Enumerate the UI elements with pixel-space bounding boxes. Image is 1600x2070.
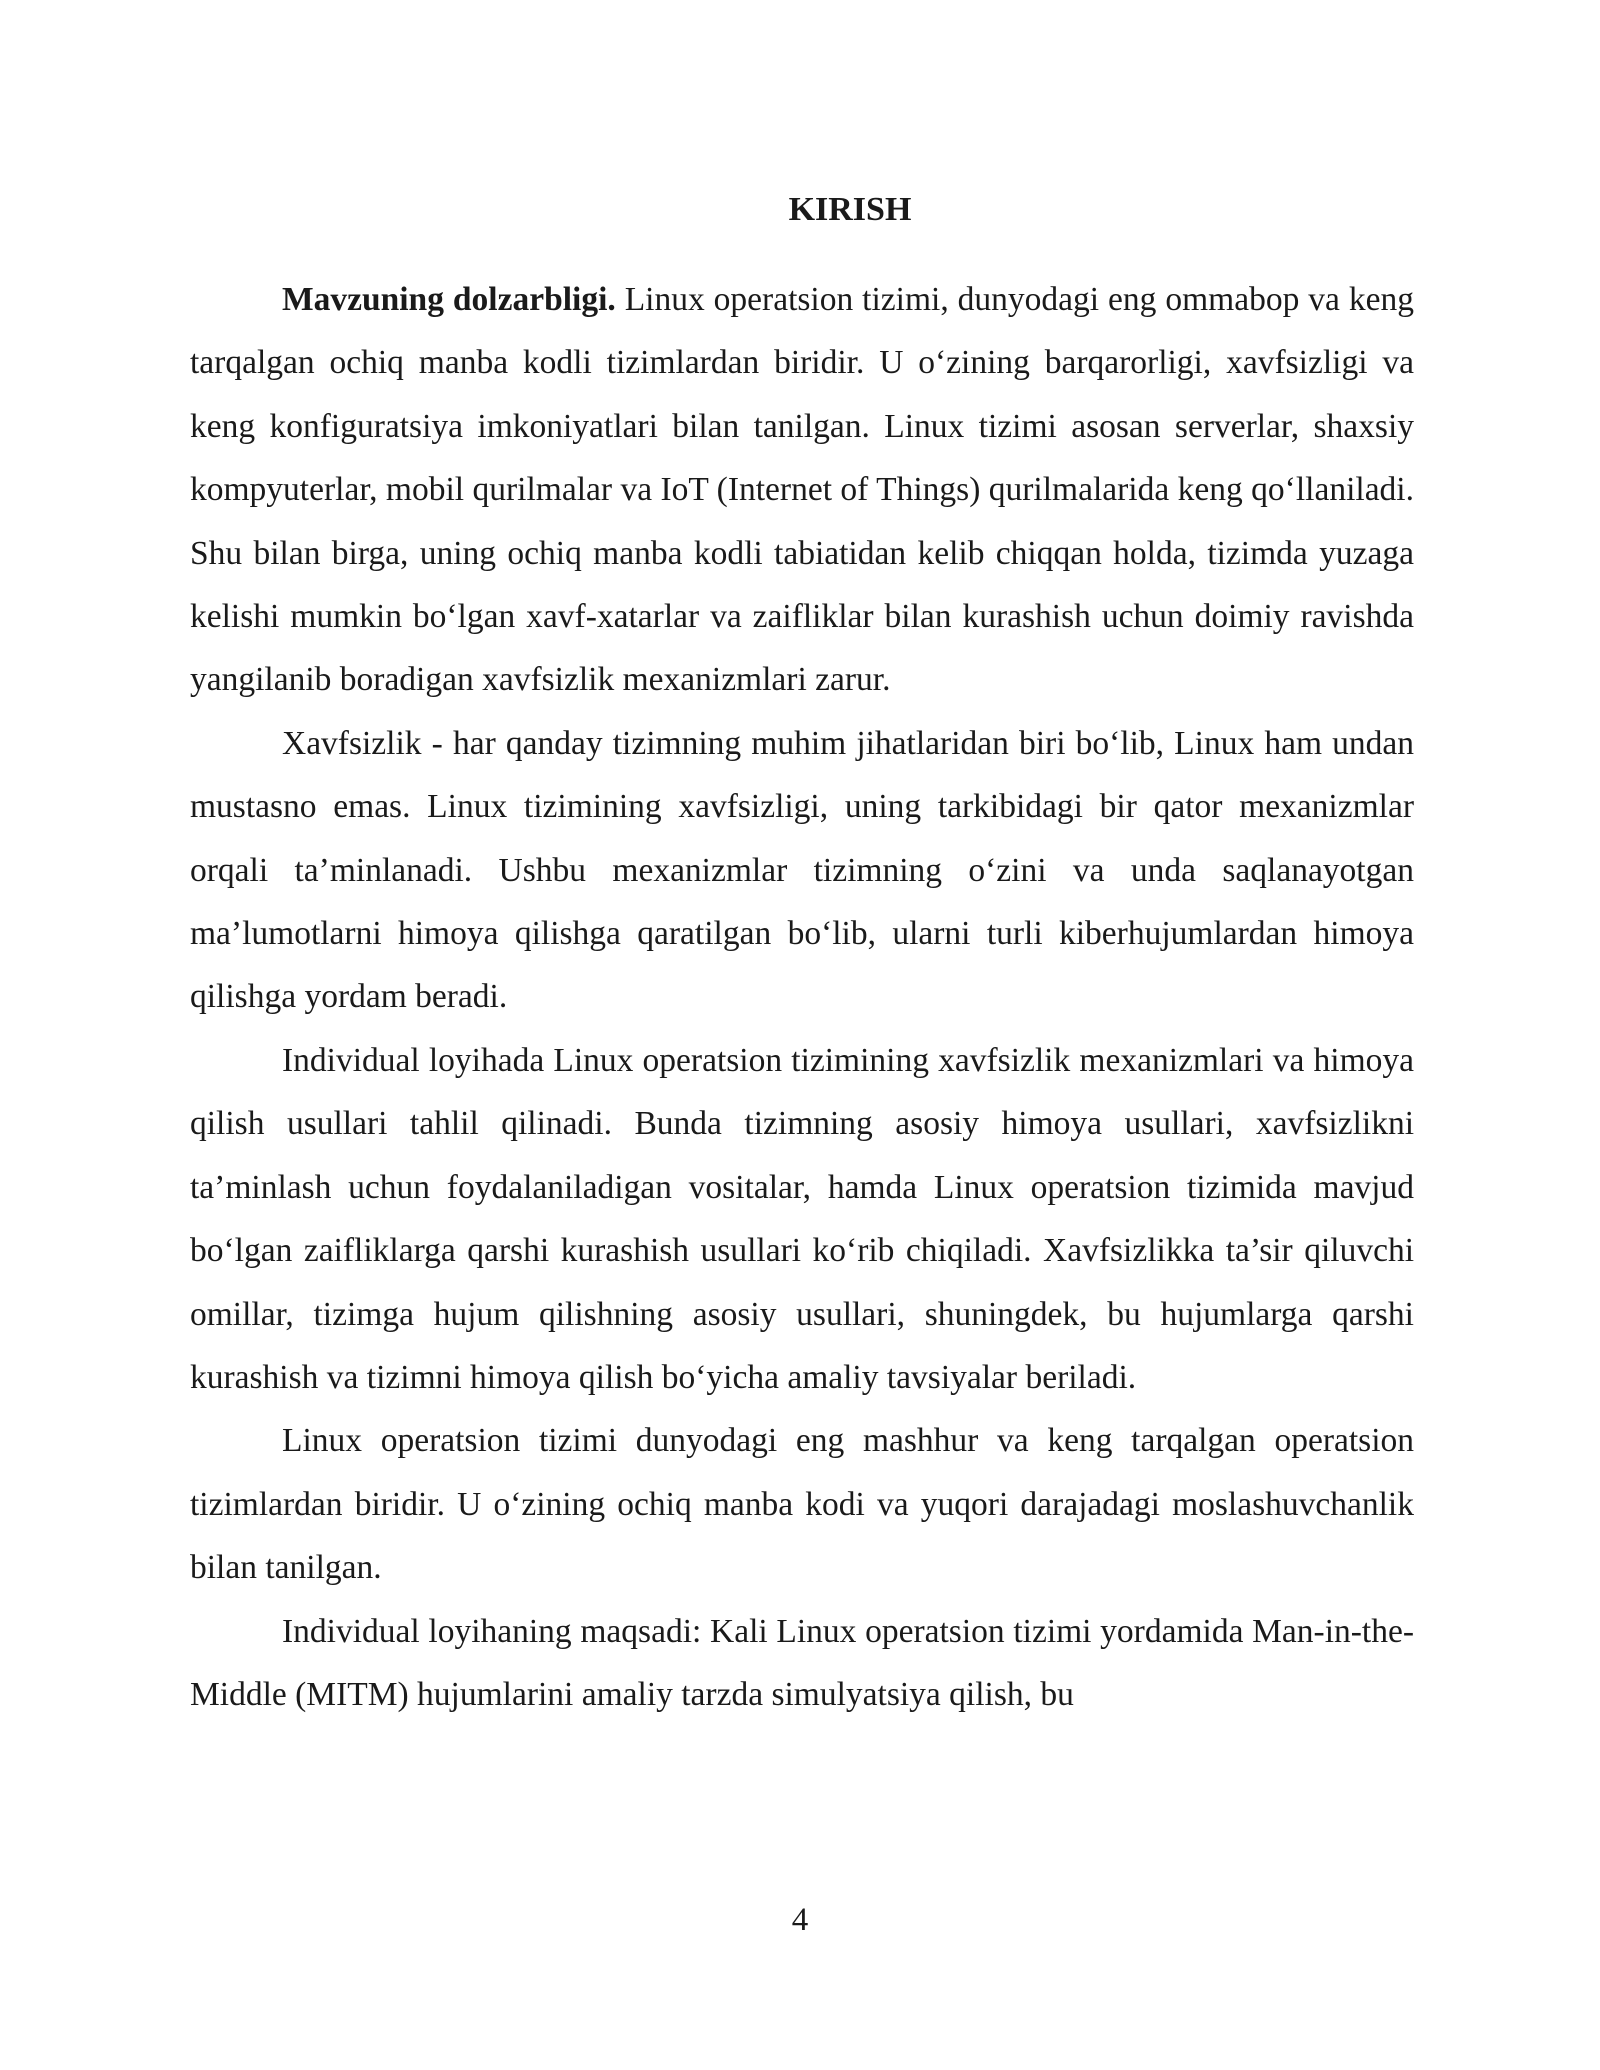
paragraph-project-analysis: Individual loyihada Linux operatsion tizimining xavfsizlik mexanizmlari va himoya qilish usullari tahlil qilinadi. Bunda tizimning asosiy himoya usullari, xavfsizlikni ta’minlash uchun foydalaniladigan vositalar, hamda Linux operatsion tizimida mavjud bo‘lgan zaifliklarga qarshi kurashish usullari ko‘rib chiqiladi. Xavfsizlikka ta’sir qiluvchi omillar, tizimga hujum qilishning asosiy usullari, shuningdek, bu hujumlarga qarshi kurashish va tizimni himoya qilish bo‘yicha amaliy tavsiyalar beriladi. [190, 1041, 1414, 1396]
paragraph-project-goal: Individual loyihaning maqsadi: Kali Linux operatsion tizimi yordamida Man-in-the-Middle (MITM) hujumlarini amaliy tarzda simulyatsiya qilish, bu [190, 1612, 1414, 1713]
page-title: KIRISH [788, 191, 912, 228]
paragraph-relevance [190, 268, 1414, 712]
paragraph-text: Linux operatsion tizimi, dunyodagi eng ommabop va keng tarqalgan ochiq manba kodli tizimlardan biridir. U o‘zining barqarorligi, xavfsizligi va keng konfiguratsiya imkoniyatlari bilan tanilgan. Linux tizimi asosan serverlar, shaxsiy kompyuterlar, mobil qurilmalar va IoT (Internet of Things) qurilmalarida keng qo‘llaniladi. Shu bilan birga, uning ochiq manba kodli tabiatidan kelib chiqqan holda, tizimda yuzaga kelishi mumkin bo‘lgan xavf-xatarlar va zaifliklar bilan kurashish uchun doimiy ravishda yangilanib boradigan xavfsizlik mexanizmlari zarur. [190, 281, 1414, 699]
paragraph-lead-heading: Mavzuning dolzarbligi. [282, 281, 616, 318]
paragraph-linux-overview: Linux operatsion tizimi dunyodagi eng mashhur va keng tarqalgan operatsion tizimlardan biridir. U o‘zining ochiq manba kodi va yuqori darajadagi moslashuvchanlik bilan tanilgan. [190, 1422, 1414, 1587]
body-text [190, 268, 1414, 1726]
page-number: 4 [791, 1902, 809, 1938]
paragraph-security: Xavfsizlik - har qanday tizimning muhim jihatlaridan biri bo‘lib, Linux ham undan mustasno emas. Linux tizimining xavfsizligi, uning tarkibidagi bir qator mexanizmlar orqali ta’minlanadi. Ushbu mexanizmlar tizimning o‘zini va unda saqlanayotgan ma’lumotlarni himoya qilishga qaratilgan bo‘lib, ularni turli kiberhujumlardan himoya qilishga yordam beradi. [190, 724, 1414, 1016]
